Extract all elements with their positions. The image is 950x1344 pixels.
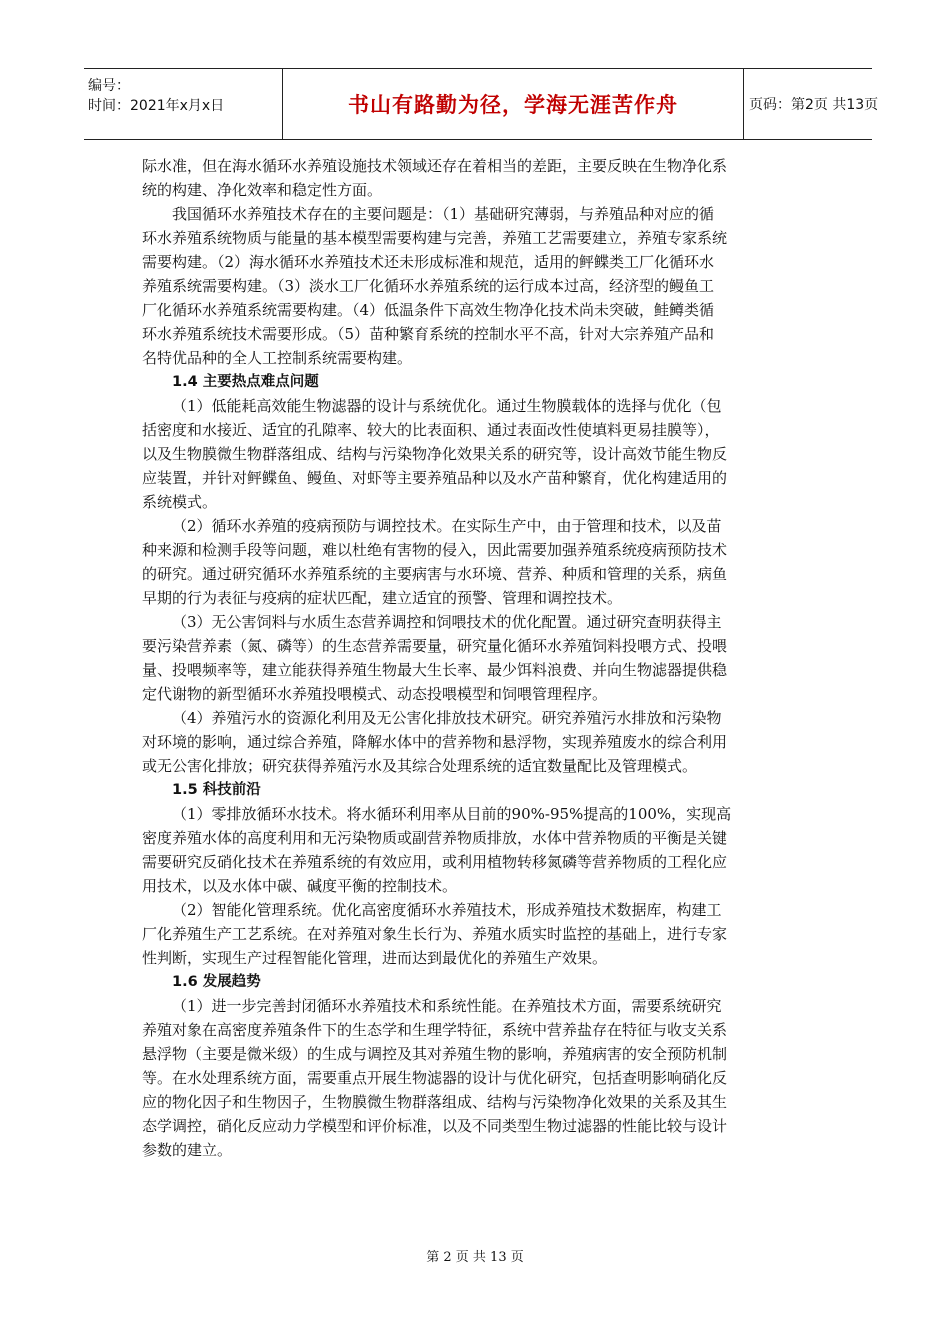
body-text-line: 际水准，但在海水循环水养殖设施技术领域还存在着相当的差距，主要反映在生物净化系 [142, 157, 728, 175]
body-text-line: 要污染营养素（氮、磷等）的生态营养需要量，研究量化循环水养殖饲料投喂方式、投喂 [142, 637, 728, 655]
body-text-line: 我国循环水养殖技术存在的主要问题是：（1）基础研究薄弱，与养殖品种对应的循 [172, 205, 715, 223]
document-date: 时间：2021年x月x日 [88, 98, 225, 114]
body-text-line: 名特优品种的全人工控制系统需要构建。 [142, 349, 413, 367]
body-text-line: 括密度和水接近、适宜的孔隙率、较大的比表面积、通过表面改性使填料更易挂膜等）， [142, 421, 720, 439]
body-text-line: 的研究。通过研究循环水养殖系统的主要病害与水环境、营养、种质和管理的关系，病鱼 [142, 565, 728, 583]
body-text-line: 性判断，实现生产过程智能化管理，进而达到最优化的养殖生产效果。 [142, 949, 608, 967]
body-text-line: 态学调控，硝化反应动力学模型和评价标准，以及不同类型生物过滤器的性能比较与设计 [142, 1117, 728, 1135]
body-text-line: （2）智能化管理系统。优化高密度循环水养殖技术，形成养殖技术数据库，构建工 [172, 901, 722, 919]
body-text-line: 养殖对象在高密度养殖条件下的生态学和生理学特征，系统中营养盐存在特征与收支关系 [142, 1021, 728, 1039]
body-text-line: （4）养殖污水的资源化利用及无公害化排放技术研究。研究养殖污水排放和污染物 [172, 709, 722, 727]
body-text-line: 厂化循环水养殖系统需要构建。（4）低温条件下高效生物净化技术尚未突破，鲑鳟类循 [142, 301, 715, 319]
header-right-cell [743, 69, 879, 139]
body-text-line: 应装置，并针对鲆鲽鱼、鳗鱼、对虾等主要养殖品种以及水产苗种繁育，优化构建适用的 [142, 469, 728, 487]
body-text-line: 统的构建、净化效率和稳定性方面。 [142, 181, 383, 199]
body-text-line: 应的物化因子和生物因子，生物膜微生物群落组成、结构与污染物净化效果的关系及其生 [142, 1093, 728, 1111]
body-text-line: 以及生物膜微生物群落组成、结构与污染物净化效果关系的研究等，设计高效节能生物反 [142, 445, 728, 463]
body-text-line: 环水养殖系统技术需要形成。（5）苗种繁育系统的控制水平不高，针对大宗养殖产品和 [142, 325, 715, 343]
body-text-line: 种来源和检测手段等问题，难以杜绝有害物的侵入，因此需要加强养殖系统疫病预防技术 [142, 541, 728, 559]
header-page-info: 页码：第2页 共13页 [749, 97, 879, 113]
section-heading: 1.6 发展趋势 [172, 974, 261, 990]
body-text-line: 用技术，以及水体中碳、碱度平衡的控制技术。 [142, 877, 458, 895]
body-text-line: 对环境的影响，通过综合养殖，降解水体中的营养物和悬浮物，实现养殖废水的综合利用 [142, 733, 728, 751]
page-header [84, 68, 879, 140]
body-text-line: 系统模式。 [142, 493, 218, 511]
document-code-label: 编号： [88, 78, 130, 94]
document-body [142, 154, 810, 1162]
body-text-line: 或无公害化排放；研究获得养殖污水及其综合处理系统的适宜数量配比及管理模式。 [142, 757, 698, 775]
body-text-line: 密度养殖水体的高度利用和无污染物质或副营养物质排放，水体中营养物质的平衡是关键 [142, 829, 728, 847]
body-text-line: （3）无公害饲料与水质生态营养调控和饲喂技术的优化配置。通过研究查明获得主 [172, 613, 722, 631]
body-text-line: 量、投喂频率等，建立能获得养殖生物最大生长率、最少饵料浪费、并向生物滤器提供稳 [142, 661, 728, 679]
section-heading: 1.4 主要热点难点问题 [172, 374, 319, 390]
body-text-line: 养殖系统需要构建。（3）淡水工厂化循环水养殖系统的运行成本过高，经济型的鳗鱼工 [142, 277, 715, 295]
body-text-line: （2）循环水养殖的疫病预防与调控技术。在实际生产中，由于管理和技术，以及苗 [172, 517, 722, 535]
body-text-line: 需要构建。（2）海水循环水养殖技术还未形成标准和规范，适用的鲆鲽类工厂化循环水 [142, 253, 715, 271]
section-heading: 1.5 科技前沿 [172, 782, 261, 798]
body-text-line: 定代谢物的新型循环水养殖投喂模式、动态投喂模型和饲喂管理程序。 [142, 685, 608, 703]
body-text-line: 环水养殖系统物质与能量的基本模型需要构建与完善，养殖工艺需要建立，养殖专家系统 [142, 229, 728, 247]
body-text-line: （1）低能耗高效能生物滤器的设计与系统优化。通过生物膜载体的选择与优化（包 [172, 397, 722, 415]
page-footer: 第 2 页 共 13 页 [426, 1250, 524, 1265]
body-text-line: 需要研究反硝化技术在养殖系统的有效应用，或利用植物转移氮磷等营养物质的工程化应 [142, 853, 728, 871]
header-motto-cell [282, 69, 744, 139]
body-text-line: 悬浮物（主要是微米级）的生成与调控及其对养殖生物的影响，养殖病害的安全预防机制 [142, 1045, 728, 1063]
header-motto: 书山有路勤为径，学海无涯苦作舟 [348, 93, 678, 117]
body-text-line: 早期的行为表征与疫病的症状匹配，建立适宜的预警、管理和调控技术。 [142, 589, 623, 607]
body-text-line: 参数的建立。 [142, 1141, 233, 1159]
body-text-line: （1）零排放循环水技术。将水循环利用率从目前的90%-95%提高的100%，实现高 [172, 805, 732, 823]
body-text-line: 厂化养殖生产工艺系统。在对养殖对象生长行为、养殖水质实时监控的基础上，进行专家 [142, 925, 728, 943]
body-text-line: 等。在水处理系统方面，需要重点开展生物滤器的设计与优化研究，包括查明影响硝化反 [142, 1069, 728, 1087]
header-left-cell [84, 69, 282, 139]
body-text-line: （1）进一步完善封闭循环水养殖技术和系统性能。在养殖技术方面，需要系统研究 [172, 997, 722, 1015]
